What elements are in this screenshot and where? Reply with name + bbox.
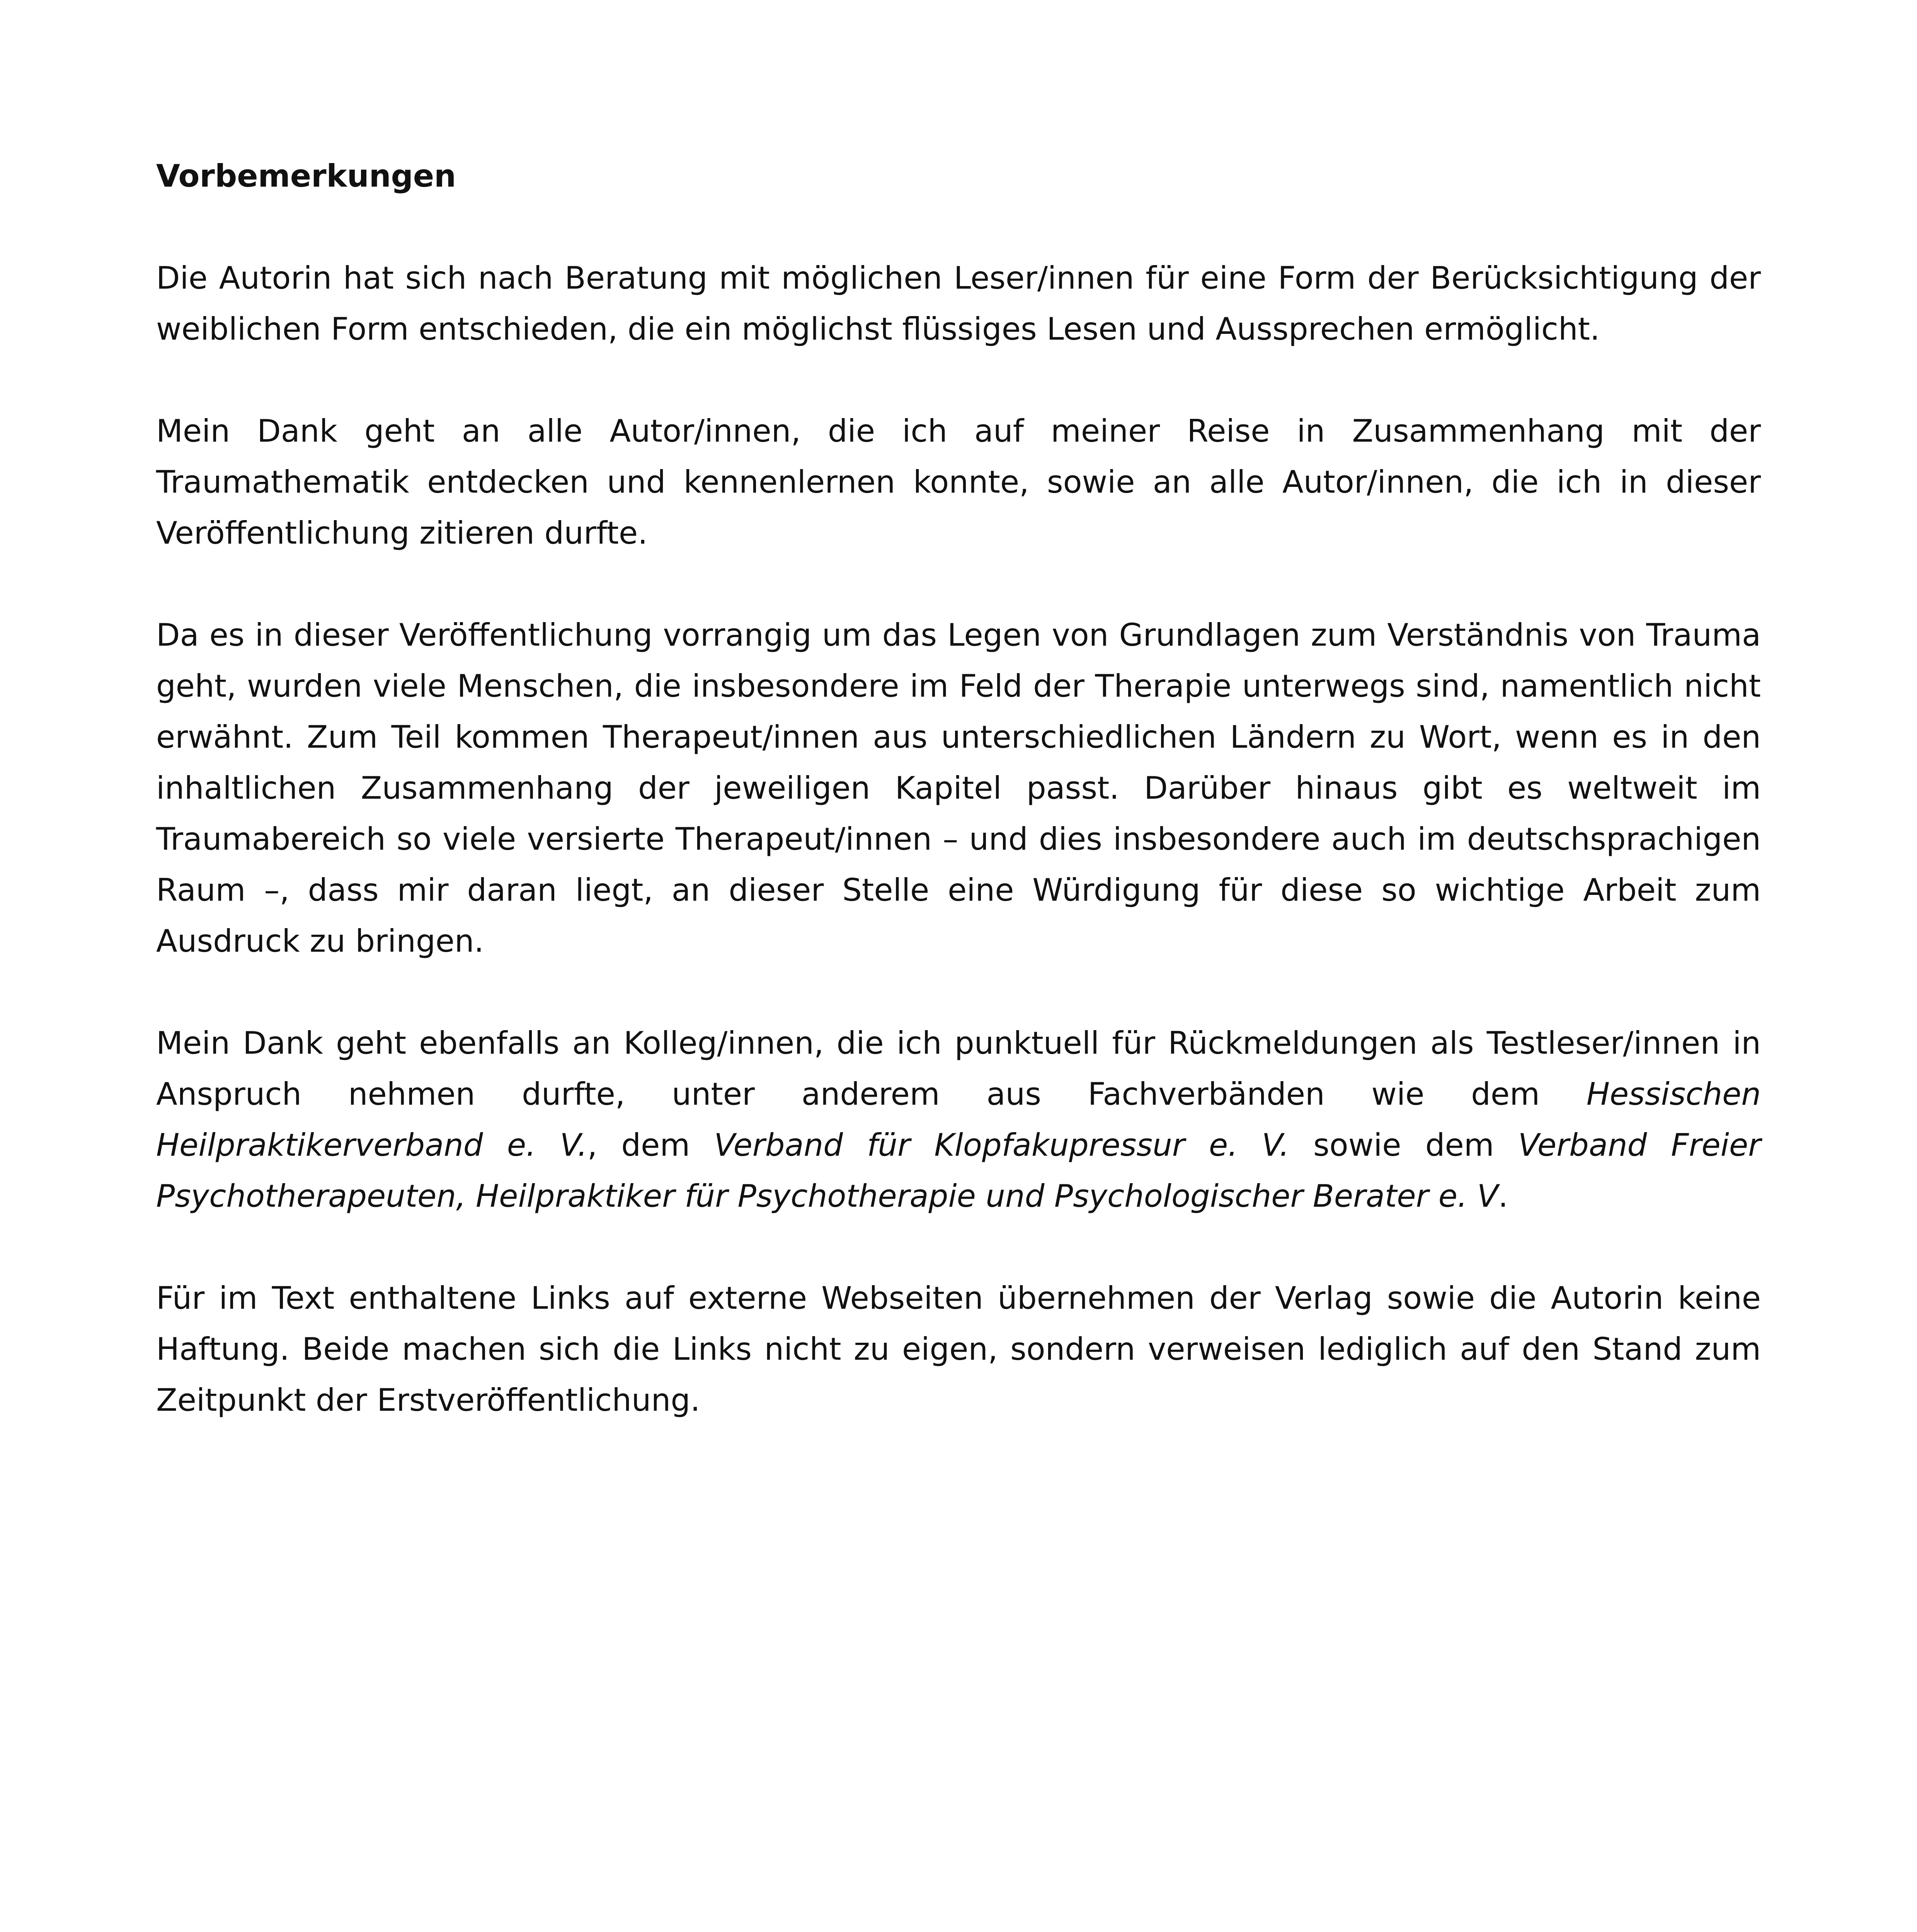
paragraph	[156, 1018, 1761, 1222]
paragraph	[156, 406, 1761, 559]
paragraph-text: Da es in dieser Veröffentlichung vorrangig um das Legen von Grundlagen zum Verständnis von Trauma geht, wurden viele Menschen, die insbesondere im Feld der Therapie unterwegs sind, namentlich nicht erwähnt. Zum Teil kommen Therapeut/innen aus unterschiedlichen Ländern zu Wort, wenn es in den inhaltlichen Zusammenhang der jeweiligen Kapitel passt. Darüber hinaus gibt es weltweit im Traumabereich so viele versierte Therapeut/innen – und dies insbesondere auch im deutschsprachigen Raum –, dass mir daran liegt, an dieser Stelle eine Würdigung für diese so wichtige Arbeit zum Ausdruck zu bringen.	[156, 617, 1761, 959]
page-content	[156, 151, 1761, 1477]
body-text	[156, 253, 1761, 1426]
italic-text: Verband Freier Psychotherapeuten, Heilpraktiker für Psychotherapie und Psychologischer Berater e. V	[156, 1127, 1761, 1214]
paragraph	[156, 253, 1761, 355]
paragraph-text: Mein Dank geht ebenfalls an Kolleg/innen, die ich punktuell für Rückmeldungen als Testleser/innen in Anspruch nehmen durfte, unter anderem aus Fachverbänden wie dem	[156, 1025, 1761, 1112]
paragraph	[156, 610, 1761, 967]
paragraph-text: .	[1498, 1178, 1508, 1214]
italic-text: Verband für Klopfakupressur e. V.	[714, 1127, 1289, 1163]
paragraph-text: Für im Text enthaltene Links auf externe Webseiten übernehmen der Verlag sowie die Autorin keine Haftung. Beide machen sich die Links nicht zu eigen, sondern verweisen lediglich auf den Stand zum Zeitpunkt der Erstveröffentlichung.	[156, 1280, 1761, 1418]
paragraph-text: Die Autorin hat sich nach Beratung mit möglichen Leser/innen für eine Form der Berücksichtigung der weiblichen Form entschieden, die ein möglichst flüssiges Lesen und Aussprechen ermöglicht.	[156, 260, 1761, 347]
paragraph-text: , dem	[587, 1127, 714, 1163]
page-heading: Vorbemerkungen	[156, 158, 456, 194]
italic-text: Hessischen Heilpraktikerverband e. V.	[156, 1076, 1761, 1163]
paragraph-text: Mein Dank geht an alle Autor/innen, die ich auf meiner Reise in Zusammenhang mit der Traumathematik entdecken und kennenlernen konnte, sowie an alle Autor/innen, die ich in dieser Veröffentlichung zitieren durfte.	[156, 413, 1761, 551]
paragraph-text: sowie dem	[1289, 1127, 1518, 1163]
paragraph	[156, 1273, 1761, 1426]
